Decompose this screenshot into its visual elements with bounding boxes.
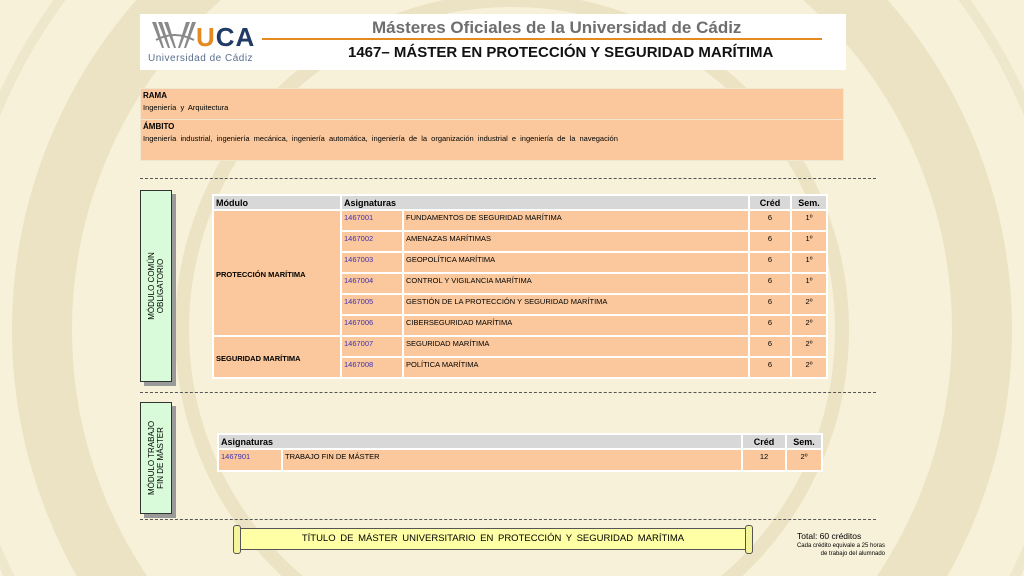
credit-note	[773, 542, 885, 558]
module-name-seguridad: SEGURIDAD MARÍTIMA	[214, 337, 340, 377]
course-semester: 1º	[792, 274, 826, 293]
course-credits: 6	[750, 337, 790, 356]
uca-emblem-icon	[150, 18, 198, 52]
modulo-tfm-table-wrap	[217, 433, 823, 472]
modulo-comun-label	[147, 252, 165, 320]
course-credits: 12	[743, 450, 785, 470]
uca-logo	[146, 16, 264, 68]
course-name: CONTROL Y VIGILANCIA MARÍTIMA	[404, 274, 748, 293]
ambito-value: Ingeniería industrial, ingeniería mecánica, ingeniería automática, ingeniería de la organización industrial e ingeniería de la navegación	[143, 134, 618, 143]
course-credits: 6	[750, 253, 790, 272]
header-sem: Sem.	[792, 196, 826, 209]
modulo-tfm-table	[217, 433, 823, 472]
divider	[140, 178, 876, 179]
module-name-proteccion: PROTECCIÓN MARÍTIMA	[214, 211, 340, 335]
table-header-row	[214, 196, 826, 209]
divider	[140, 392, 876, 393]
modulo-comun-table	[212, 194, 828, 379]
modulo-comun-label-line2: OBLIGATORIO	[156, 258, 165, 314]
course-credits: 6	[750, 295, 790, 314]
course-semester: 2º	[792, 295, 826, 314]
header-asignaturas: Asignaturas	[219, 435, 741, 448]
master-title: 1467– MÁSTER EN PROTECCIÓN Y SEGURIDAD MARÍTIMA	[348, 44, 774, 61]
header-rule	[262, 38, 822, 40]
ambito-label: ÁMBITO	[143, 122, 175, 131]
course-credits: 6	[750, 316, 790, 335]
table-header-row	[219, 435, 821, 448]
course-credits: 6	[750, 211, 790, 230]
course-code-link[interactable]: 1467002	[342, 232, 402, 251]
total-credits: Total: 60 créditos	[797, 531, 862, 541]
rama-value: Ingeniería y Arquitectura	[143, 103, 229, 112]
course-code-link[interactable]: 1467006	[342, 316, 402, 335]
logo-subtitle: Universidad de Cádiz	[148, 53, 254, 64]
rama-label: RAMA	[143, 91, 167, 100]
modulo-tfm-label	[147, 421, 165, 495]
course-code-link[interactable]: 1467004	[342, 274, 402, 293]
modulo-comun-label-line1: MÓDULO COMÚN	[147, 252, 156, 320]
page-header	[140, 14, 846, 70]
course-name: GESTIÓN DE LA PROTECCIÓN Y SEGURIDAD MARÍTIMA	[404, 295, 748, 314]
course-semester: 2º	[787, 450, 821, 470]
course-credits: 6	[750, 274, 790, 293]
logo-ca: CA	[215, 22, 256, 52]
modulo-tfm-label-box	[140, 402, 172, 514]
course-semester: 1º	[792, 232, 826, 251]
course-name: SEGURIDAD MARÍTIMA	[404, 337, 748, 356]
course-semester: 2º	[792, 337, 826, 356]
degree-title-banner	[236, 528, 750, 550]
table-row	[214, 211, 826, 230]
course-name: CIBERSEGURIDAD MARÍTIMA	[404, 316, 748, 335]
modulo-comun-table-wrap	[212, 194, 828, 379]
page-title: Másteres Oficiales de la Universidad de Cádiz	[372, 18, 742, 37]
header-sem: Sem.	[787, 435, 821, 448]
divider	[140, 519, 876, 520]
header-asignaturas: Asignaturas	[342, 196, 748, 209]
course-code-link[interactable]: 1467001	[342, 211, 402, 230]
scroll-curl-right-icon	[745, 525, 753, 554]
course-code-link[interactable]: 1467003	[342, 253, 402, 272]
course-semester: 1º	[792, 253, 826, 272]
course-code-link[interactable]: 1467005	[342, 295, 402, 314]
course-name: AMENAZAS MARÍTIMAS	[404, 232, 748, 251]
course-name: POLÍTICA MARÍTIMA	[404, 358, 748, 377]
degree-title: TÍTULO DE MÁSTER UNIVERSITARIO EN PROTECCIÓN Y SEGURIDAD MARÍTIMA	[301, 533, 685, 544]
course-name: GEOPOLÍTICA MARÍTIMA	[404, 253, 748, 272]
course-credits: 6	[750, 232, 790, 251]
header-modulo: Módulo	[214, 196, 340, 209]
credit-note-line1: Cada crédito equivale a 25 horas	[796, 543, 885, 549]
header-cred: Créd	[750, 196, 790, 209]
table-row	[219, 450, 821, 470]
course-credits: 6	[750, 358, 790, 377]
course-name: FUNDAMENTOS DE SEGURIDAD MARÍTIMA	[404, 211, 748, 230]
modulo-tfm-label-line2: FIN DE MÁSTER	[156, 427, 165, 489]
course-code-link[interactable]: 1467007	[342, 337, 402, 356]
course-code-link[interactable]: 1467901	[219, 450, 281, 470]
course-name: TRABAJO FIN DE MÁSTER	[283, 450, 741, 470]
course-code-link[interactable]: 1467008	[342, 358, 402, 377]
modulo-tfm-label-line1: MÓDULO TRABAJO	[147, 420, 156, 496]
course-semester: 2º	[792, 358, 826, 377]
course-semester: 1º	[792, 211, 826, 230]
modulo-comun-label-box	[140, 190, 172, 382]
ambito-box	[140, 119, 844, 161]
rama-box	[140, 88, 844, 120]
credit-note-line2: de trabajo del alumnado	[820, 551, 885, 557]
header-cred: Créd	[743, 435, 785, 448]
table-row	[214, 337, 826, 356]
logo-u: U	[196, 22, 216, 52]
course-semester: 2º	[792, 316, 826, 335]
